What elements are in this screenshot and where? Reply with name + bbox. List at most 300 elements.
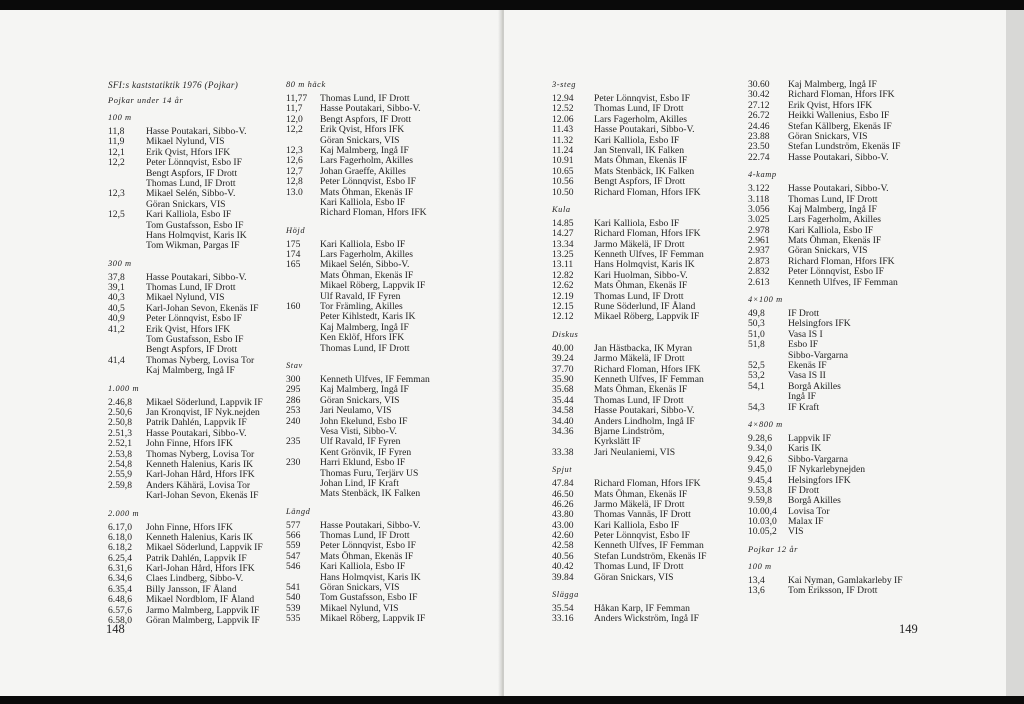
- athlete-club: Lars Fagerholm, Akilles: [320, 249, 413, 261]
- athlete-club: Bengt Aspfors, IF Drott: [320, 113, 412, 125]
- athlete-club: Peter Kihlstedt, Karis IK: [320, 311, 416, 323]
- result-row: [748, 111, 903, 121]
- result-row: [286, 125, 430, 135]
- athlete-club: Borgå Akilles: [788, 495, 841, 507]
- athlete-club: Anders Wickström, Ingå IF: [594, 613, 699, 625]
- athlete-club: Jarmo Mäkelä, IF Drott: [594, 353, 685, 365]
- athlete-club: Heikki Wallenius, Esbo IF: [788, 110, 890, 122]
- athlete-club: John Finne, Hfors IFK: [146, 521, 233, 533]
- results-column: [552, 80, 706, 625]
- result-value: 2.832: [748, 266, 770, 278]
- result-value: 12.62: [552, 280, 574, 292]
- event-title: 300 m: [108, 258, 132, 268]
- athlete-club: VIS: [788, 526, 804, 538]
- result-value: 235: [286, 436, 301, 448]
- athlete-club: Mats Öhman, Ekenäs IF: [594, 488, 688, 500]
- athlete-club: Thomas Lund, IF Drott: [594, 561, 684, 573]
- athlete-club: Tom Eriksson, IF Drott: [788, 585, 878, 597]
- event-title: Kula: [552, 204, 571, 214]
- result-value: 10.56: [552, 176, 574, 188]
- result-value: 13.34: [552, 238, 574, 250]
- result-value: 240: [286, 415, 301, 427]
- result-value: 10.03,0: [748, 516, 777, 528]
- athlete-club: Vesa Visti, Sibbo-V.: [320, 425, 397, 437]
- athlete-club: Peter Lönnqvist, Esbo IF: [594, 530, 690, 542]
- athlete-club: Kari Kalliola, Esbo IF: [320, 561, 406, 573]
- athlete-club: Mats Öhman, Ekenäs IF: [320, 269, 414, 281]
- event-section: [286, 361, 430, 500]
- result-value: 40.42: [552, 561, 574, 573]
- result-value: 40,3: [108, 292, 125, 304]
- athlete-club: Mats Öhman, Ekenäs IF: [788, 235, 882, 247]
- result-value: 12,0: [286, 113, 303, 125]
- result-value: 53,2: [748, 370, 765, 382]
- result-value: 6.18,2: [108, 542, 132, 554]
- athlete-club: Ingå IF: [788, 391, 816, 403]
- result-value: 6.35,4: [108, 583, 132, 595]
- athlete-club: Kari Kalliola, Esbo IF: [320, 238, 406, 250]
- athlete-club: Mikael Röberg, Lappvik IF: [320, 613, 426, 625]
- event-section: [552, 330, 706, 458]
- athlete-club: Thomas Lund, IF Drott: [320, 342, 410, 354]
- athlete-club: Thomas Lund, IF Drott: [146, 177, 236, 189]
- result-value: 6.18,0: [108, 531, 132, 543]
- athlete-club: Ulf Ravald, IF Fyren: [320, 290, 401, 302]
- result-value: 35.68: [552, 384, 574, 396]
- athlete-club: Kenneth Ulfves, IF Femman: [594, 540, 704, 552]
- result-value: 11,77: [286, 93, 308, 104]
- athlete-club: Jan Kronqvist, IF Nyk.nejden: [146, 406, 260, 418]
- athlete-club: IF Drott: [788, 484, 820, 496]
- result-value: 3.025: [748, 214, 770, 226]
- results-column: [748, 80, 903, 597]
- athlete-club: Mikael Nordblom, IF Åland: [146, 594, 255, 606]
- athlete-club: Kaj Malmberg, Ingå IF: [146, 365, 235, 377]
- result-value: 10.91: [552, 155, 574, 167]
- result-value: [108, 169, 146, 179]
- result-value: 160: [286, 301, 301, 313]
- result-value: 12.82: [552, 269, 574, 281]
- result-value: 6.25,4: [108, 552, 132, 564]
- athlete-club: Göran Snickars, VIS: [146, 198, 226, 210]
- event-title: 4×800 m: [748, 419, 783, 429]
- event-title: 100 m: [748, 561, 772, 571]
- result-value: 12,8: [286, 176, 303, 188]
- result-value: 40.56: [552, 550, 574, 562]
- athlete-club: Kenneth Ulfves, IF Femman: [594, 249, 704, 261]
- result-value: 295: [286, 384, 301, 396]
- athlete-club: Hasse Poutakari, Sibbo-V.: [146, 271, 247, 283]
- athlete-club: Kaj Malmberg, Ingå IF: [320, 384, 409, 396]
- result-value: 546: [286, 561, 301, 573]
- athlete-club: Tom Gustafsson, Esbo IF: [146, 219, 244, 231]
- result-row: [552, 177, 706, 187]
- result-value: 540: [286, 592, 301, 604]
- result-value: [286, 469, 320, 479]
- athlete-club: Lars Fagerholm, Akilles: [788, 214, 881, 226]
- result-value: 35.90: [552, 373, 574, 385]
- event-title: Slägga: [552, 590, 579, 600]
- result-value: [108, 221, 146, 231]
- result-value: 3.056: [748, 203, 770, 215]
- result-row: [748, 278, 903, 288]
- athlete-club: Vasa IS I: [788, 328, 823, 340]
- result-value: 2.51,3: [108, 427, 132, 439]
- athlete-club: Borgå Akilles: [788, 380, 841, 392]
- page-number: 149: [899, 622, 918, 636]
- result-row: [108, 241, 263, 251]
- book-spread: [0, 10, 1006, 696]
- athlete-club: Karl-Johan Sevon, Ekenäs IF: [146, 302, 259, 314]
- event-title: 80 m häck: [286, 80, 326, 89]
- left-page: [0, 10, 502, 696]
- athlete-club: Bengt Aspfors, IF Drott: [146, 344, 238, 356]
- event-title: Spjut: [552, 465, 573, 475]
- result-value: 2.50,8: [108, 417, 132, 429]
- athlete-club: Sibbo-Vargarna: [788, 349, 849, 361]
- event-title: Pojkar 12 år: [748, 544, 799, 554]
- result-row: [108, 439, 263, 449]
- athlete-club: Harri Eklund, Esbo IF: [320, 457, 406, 469]
- athlete-club: Kenneth Ulfves, IF Femman: [594, 373, 704, 385]
- result-row: [552, 448, 706, 458]
- result-row: [286, 208, 430, 218]
- athlete-club: Hans Holmqvist, Karis IK: [146, 229, 247, 241]
- result-value: [286, 344, 320, 354]
- athlete-club: Helsingfors IFK: [788, 318, 851, 330]
- result-value: 6.17,0: [108, 521, 132, 533]
- athlete-club: Mats Stenbäck, IK Falken: [594, 165, 695, 177]
- result-row: [748, 153, 903, 163]
- athlete-club: Sibbo-Vargarna: [788, 453, 849, 465]
- result-value: 11,9: [108, 136, 125, 148]
- athlete-club: Hans Holmqvist, Karis IK: [594, 259, 695, 271]
- result-value: 42.60: [552, 530, 574, 542]
- result-value: 2.50,6: [108, 406, 132, 418]
- result-value: 46.26: [552, 498, 574, 510]
- result-value: 34.40: [552, 415, 574, 427]
- result-row: [748, 184, 903, 194]
- athlete-club: Göran Snickars, VIS: [320, 134, 400, 146]
- athlete-club: Mats Öhman, Ekenäs IF: [594, 280, 688, 292]
- athlete-club: Hasse Poutakari, Sibbo-V.: [594, 405, 695, 417]
- result-value: [748, 392, 788, 402]
- result-value: 47.84: [552, 478, 574, 490]
- result-value: 41,2: [108, 323, 125, 335]
- result-value: 12.06: [552, 113, 574, 125]
- athlete-club: Göran Malmberg, Lappvik IF: [146, 615, 260, 627]
- athlete-club: Lars Fagerholm, Akilles: [594, 113, 687, 125]
- result-value: 230: [286, 457, 301, 469]
- result-value: 175: [286, 238, 301, 250]
- event-section: [108, 384, 263, 502]
- event-title: 4-kamp: [748, 170, 777, 180]
- result-value: 6.31,6: [108, 563, 132, 575]
- athlete-club: Hasse Poutakari, Sibbo-V.: [594, 124, 695, 136]
- result-row: [108, 616, 263, 626]
- result-value: 9.45,0: [748, 464, 772, 476]
- athlete-club: Erik Qvist, Hfors IFK: [146, 323, 231, 335]
- athlete-club: Kenneth Halenius, Karis IK: [146, 458, 254, 470]
- athlete-club: Richard Floman, Hfors IFK: [320, 207, 427, 219]
- athlete-club: Hasse Poutakari, Sibbo-V.: [146, 427, 247, 439]
- result-row: [748, 465, 903, 475]
- athlete-club: Mats Öhman, Ekenäs IF: [320, 550, 414, 562]
- result-value: 23.88: [748, 130, 770, 142]
- result-value: 3.118: [748, 193, 770, 205]
- athlete-club: Richard Floman, Hfors IFK: [788, 89, 895, 101]
- athlete-club: Kari Kalliola, Esbo IF: [594, 217, 680, 229]
- result-value: 2.961: [748, 235, 770, 247]
- right-page: [504, 10, 1006, 696]
- event-section: [748, 80, 903, 163]
- athlete-club: Billy Jansson, IF Åland: [146, 583, 237, 595]
- result-value: 33.38: [552, 446, 574, 458]
- athlete-club: Thomas Furu, Terjärv US: [320, 467, 419, 479]
- athlete-club: Bengt Aspfors, IF Drott: [146, 167, 238, 179]
- result-value: 12.12: [552, 311, 574, 323]
- athlete-club: Mats Öhman, Ekenäs IF: [320, 186, 414, 198]
- result-value: 12,5: [108, 209, 125, 221]
- athlete-club: Karl-Johan Hård, Hfors IFK: [146, 563, 255, 575]
- athlete-club: Richard Floman, Hfors IFK: [594, 363, 701, 375]
- athlete-club: Jan Stenvall, IK Falken: [594, 144, 685, 156]
- athlete-club: Jarmo Mäkelä, IF Drott: [594, 238, 685, 250]
- athlete-club: Kaj Malmberg, Ingå IF: [788, 79, 877, 90]
- result-value: 27.12: [748, 99, 770, 111]
- athlete-club: Esbo IF: [788, 339, 819, 351]
- athlete-club: Mikael Röberg, Lappvik IF: [594, 311, 700, 323]
- result-value: 43.80: [552, 509, 574, 521]
- event-section: [552, 80, 706, 198]
- athlete-club: Thomas Lund, IF Drott: [788, 193, 878, 205]
- athlete-club: Mikael Nylund, VIS: [146, 292, 225, 304]
- athlete-club: Mikael Selén, Sibbo-V.: [320, 259, 410, 271]
- result-row: [552, 188, 706, 198]
- result-row: [748, 403, 903, 413]
- athlete-club: Peter Lönnqvist, Esbo IF: [320, 176, 416, 188]
- result-row: [552, 573, 706, 583]
- result-row: [552, 406, 706, 416]
- athlete-club: Ken Eklöf, Hfors IFK: [320, 332, 405, 344]
- result-value: 2.613: [748, 276, 770, 288]
- event-section: [552, 590, 706, 625]
- athlete-club: Johan Lind, IF Kraft: [320, 477, 399, 489]
- athlete-club: Helsingfors IFK: [788, 474, 851, 486]
- athlete-club: Tor Främling, Akilles: [320, 301, 403, 313]
- athlete-club: Göran Snickars, VIS: [788, 130, 868, 142]
- result-row: [286, 177, 430, 187]
- result-value: 6.57,6: [108, 604, 132, 616]
- athlete-club: Hasse Poutakari, Sibbo-V.: [146, 126, 247, 137]
- event-title: 4×100 m: [748, 295, 783, 305]
- result-value: 2.53,8: [108, 448, 132, 460]
- result-value: 34.36: [552, 425, 574, 437]
- event-title: Längd: [286, 506, 311, 516]
- athlete-club: Erik Qvist, Hfors IFK: [320, 124, 405, 136]
- athlete-club: Kenneth Ulfves, IF Femman: [320, 373, 430, 385]
- result-value: 3.122: [748, 183, 770, 195]
- result-value: 35.44: [552, 394, 574, 406]
- result-value: 2.937: [748, 245, 770, 257]
- event-title: Höjd: [286, 225, 306, 235]
- result-value: 43.00: [552, 519, 574, 531]
- result-value: 12.19: [552, 290, 574, 302]
- result-row: [748, 392, 903, 402]
- result-row: [748, 330, 903, 340]
- result-value: 559: [286, 540, 301, 552]
- athlete-club: Tom Gustafsson, Esbo IF: [146, 334, 244, 346]
- result-row: [748, 586, 903, 596]
- result-row: [286, 344, 430, 354]
- athlete-club: Mats Öhman, Ekenäs IF: [594, 155, 688, 167]
- athlete-club: Hans Holmqvist, Karis IK: [320, 571, 421, 583]
- athlete-club: Karis IK: [788, 443, 822, 455]
- result-value: 10.50: [552, 186, 574, 198]
- result-value: 165: [286, 259, 301, 271]
- result-value: 13.0: [286, 186, 303, 198]
- result-value: 577: [286, 519, 301, 531]
- athlete-club: Thomas Nyberg, Lovisa Tor: [146, 354, 255, 366]
- result-row: [286, 489, 430, 499]
- result-value: 2.978: [748, 224, 770, 236]
- result-value: [286, 333, 320, 343]
- result-value: 50,3: [748, 318, 765, 330]
- athlete-club: Kari Huolman, Sibbo-V.: [594, 269, 688, 281]
- result-row: [286, 406, 430, 416]
- athlete-club: Richard Floman, Hfors IFK: [788, 255, 895, 267]
- athlete-club: Jan Hästbacka, IK Myran: [594, 342, 693, 354]
- result-value: 6.34,6: [108, 573, 132, 585]
- result-value: 10.65: [552, 165, 574, 177]
- result-value: 41,4: [108, 354, 125, 366]
- event-title: 2.000 m: [108, 508, 140, 518]
- athlete-club: Thomas Lund, IF Drott: [146, 282, 236, 294]
- result-value: 12,2: [108, 157, 125, 169]
- athlete-club: Stefan Källberg, Ekenäs IF: [788, 120, 892, 132]
- result-row: [748, 527, 903, 537]
- athlete-club: Kari Kalliola, Esbo IF: [594, 519, 680, 531]
- result-value: [286, 489, 320, 499]
- result-row: [552, 125, 706, 135]
- event-section: [108, 96, 263, 106]
- athlete-club: Thomas Nyberg, Lovisa Tor: [146, 448, 255, 460]
- athlete-club: Kaj Malmberg, Ingå IF: [788, 203, 877, 215]
- athlete-club: Peter Lönnqvist, Esbo IF: [788, 266, 884, 278]
- event-section: [552, 205, 706, 323]
- athlete-club: Kai Nyman, Gamlakarleby IF: [788, 574, 903, 586]
- athlete-club: Jari Neulaniemi, VIS: [594, 446, 676, 458]
- result-row: [286, 458, 430, 468]
- athlete-club: Kyrkslätt IF: [594, 436, 641, 448]
- athlete-club: Hasse Poutakari, Sibbo-V.: [788, 183, 889, 195]
- athlete-club: Richard Floman, Hfors IFK: [594, 186, 701, 198]
- result-value: 6.48,6: [108, 594, 132, 606]
- event-title: Stav: [286, 360, 303, 370]
- athlete-club: Peter Lönnqvist, Esbo IF: [146, 313, 242, 325]
- result-value: 300: [286, 373, 301, 385]
- result-row: [108, 491, 263, 501]
- athlete-club: Mikael Söderlund, Lappvik IF: [146, 396, 263, 408]
- athlete-club: Mikael Röberg, Lappvik IF: [320, 280, 426, 292]
- result-value: 22.74: [748, 151, 770, 163]
- result-value: 2.52,1: [108, 438, 132, 450]
- result-value: 11.24: [552, 144, 574, 156]
- result-value: 37.70: [552, 363, 574, 375]
- athlete-club: IF Drott: [788, 308, 820, 320]
- athlete-club: Göran Snickars, VIS: [320, 582, 400, 594]
- result-value: [286, 271, 320, 281]
- athlete-club: Rune Söderlund, IF Åland: [594, 301, 696, 313]
- result-value: 547: [286, 550, 301, 562]
- result-value: [108, 335, 146, 345]
- result-value: 14.27: [552, 228, 574, 240]
- result-row: [108, 366, 263, 376]
- result-row: [552, 614, 706, 624]
- result-value: 37,8: [108, 271, 125, 283]
- athlete-club: Göran Snickars, VIS: [594, 571, 674, 583]
- athlete-club: Thomas Lund, IF Drott: [594, 103, 684, 115]
- result-value: 12,3: [286, 144, 303, 156]
- event-title: 1.000 m: [108, 383, 140, 393]
- result-value: 54,3: [748, 401, 765, 413]
- result-row: [108, 210, 263, 220]
- athlete-club: Lars Fagerholm, Akilles: [320, 155, 413, 167]
- result-value: [286, 323, 320, 333]
- result-value: 541: [286, 582, 301, 594]
- athlete-club: Kari Kalliola, Esbo IF: [320, 196, 406, 208]
- athlete-club: Hasse Poutakari, Sibbo-V.: [320, 103, 421, 115]
- athlete-club: Bjarne Lindström,: [594, 425, 665, 437]
- result-value: [286, 479, 320, 489]
- event-section: [748, 545, 903, 555]
- result-row: [286, 614, 430, 624]
- event-section: [552, 465, 706, 583]
- result-value: 51,8: [748, 339, 765, 351]
- result-value: 9.42,6: [748, 453, 772, 465]
- result-value: 13,6: [748, 585, 765, 597]
- athlete-club: Thomas Vannäs, IF Drott: [594, 509, 691, 521]
- result-value: [286, 281, 320, 291]
- result-value: 30.60: [748, 79, 770, 90]
- athlete-club: Stefan Lundström, Ekenäs IF: [594, 550, 707, 562]
- result-value: 286: [286, 394, 301, 406]
- event-section: [108, 259, 263, 377]
- result-row: [552, 479, 706, 489]
- athlete-club: Hasse Poutakari, Sibbo-V.: [788, 151, 889, 163]
- result-value: 2.55,9: [108, 469, 132, 481]
- result-value: 2.54,8: [108, 458, 132, 470]
- athlete-club: Patrik Dahlén, Lappvik IF: [146, 417, 247, 429]
- athlete-club: Peter Lönnqvist, Esbo IF: [594, 93, 690, 104]
- athlete-club: Vasa IS II: [788, 370, 826, 382]
- event-section: [108, 113, 263, 252]
- result-value: 39.24: [552, 353, 574, 365]
- result-value: 11.43: [552, 124, 574, 136]
- athlete-club: Johan Graeffe, Akilles: [320, 165, 406, 177]
- result-value: 52,5: [748, 359, 765, 371]
- athlete-club: Thomas Lund, IF Drott: [320, 93, 410, 104]
- athlete-club: Jarmo Mäkelä, IF Drott: [594, 498, 685, 510]
- athlete-club: IF Nykarlebynejden: [788, 464, 865, 476]
- result-value: 9.28,6: [748, 432, 772, 444]
- result-value: 566: [286, 530, 301, 542]
- result-value: 12,2: [286, 124, 303, 136]
- athlete-club: Kent Grönvik, IF Fyren: [320, 446, 412, 458]
- athlete-club: Kari Kalliola, Esbo IF: [788, 224, 874, 236]
- result-value: 12,6: [286, 155, 303, 167]
- result-value: 11,8: [108, 126, 125, 137]
